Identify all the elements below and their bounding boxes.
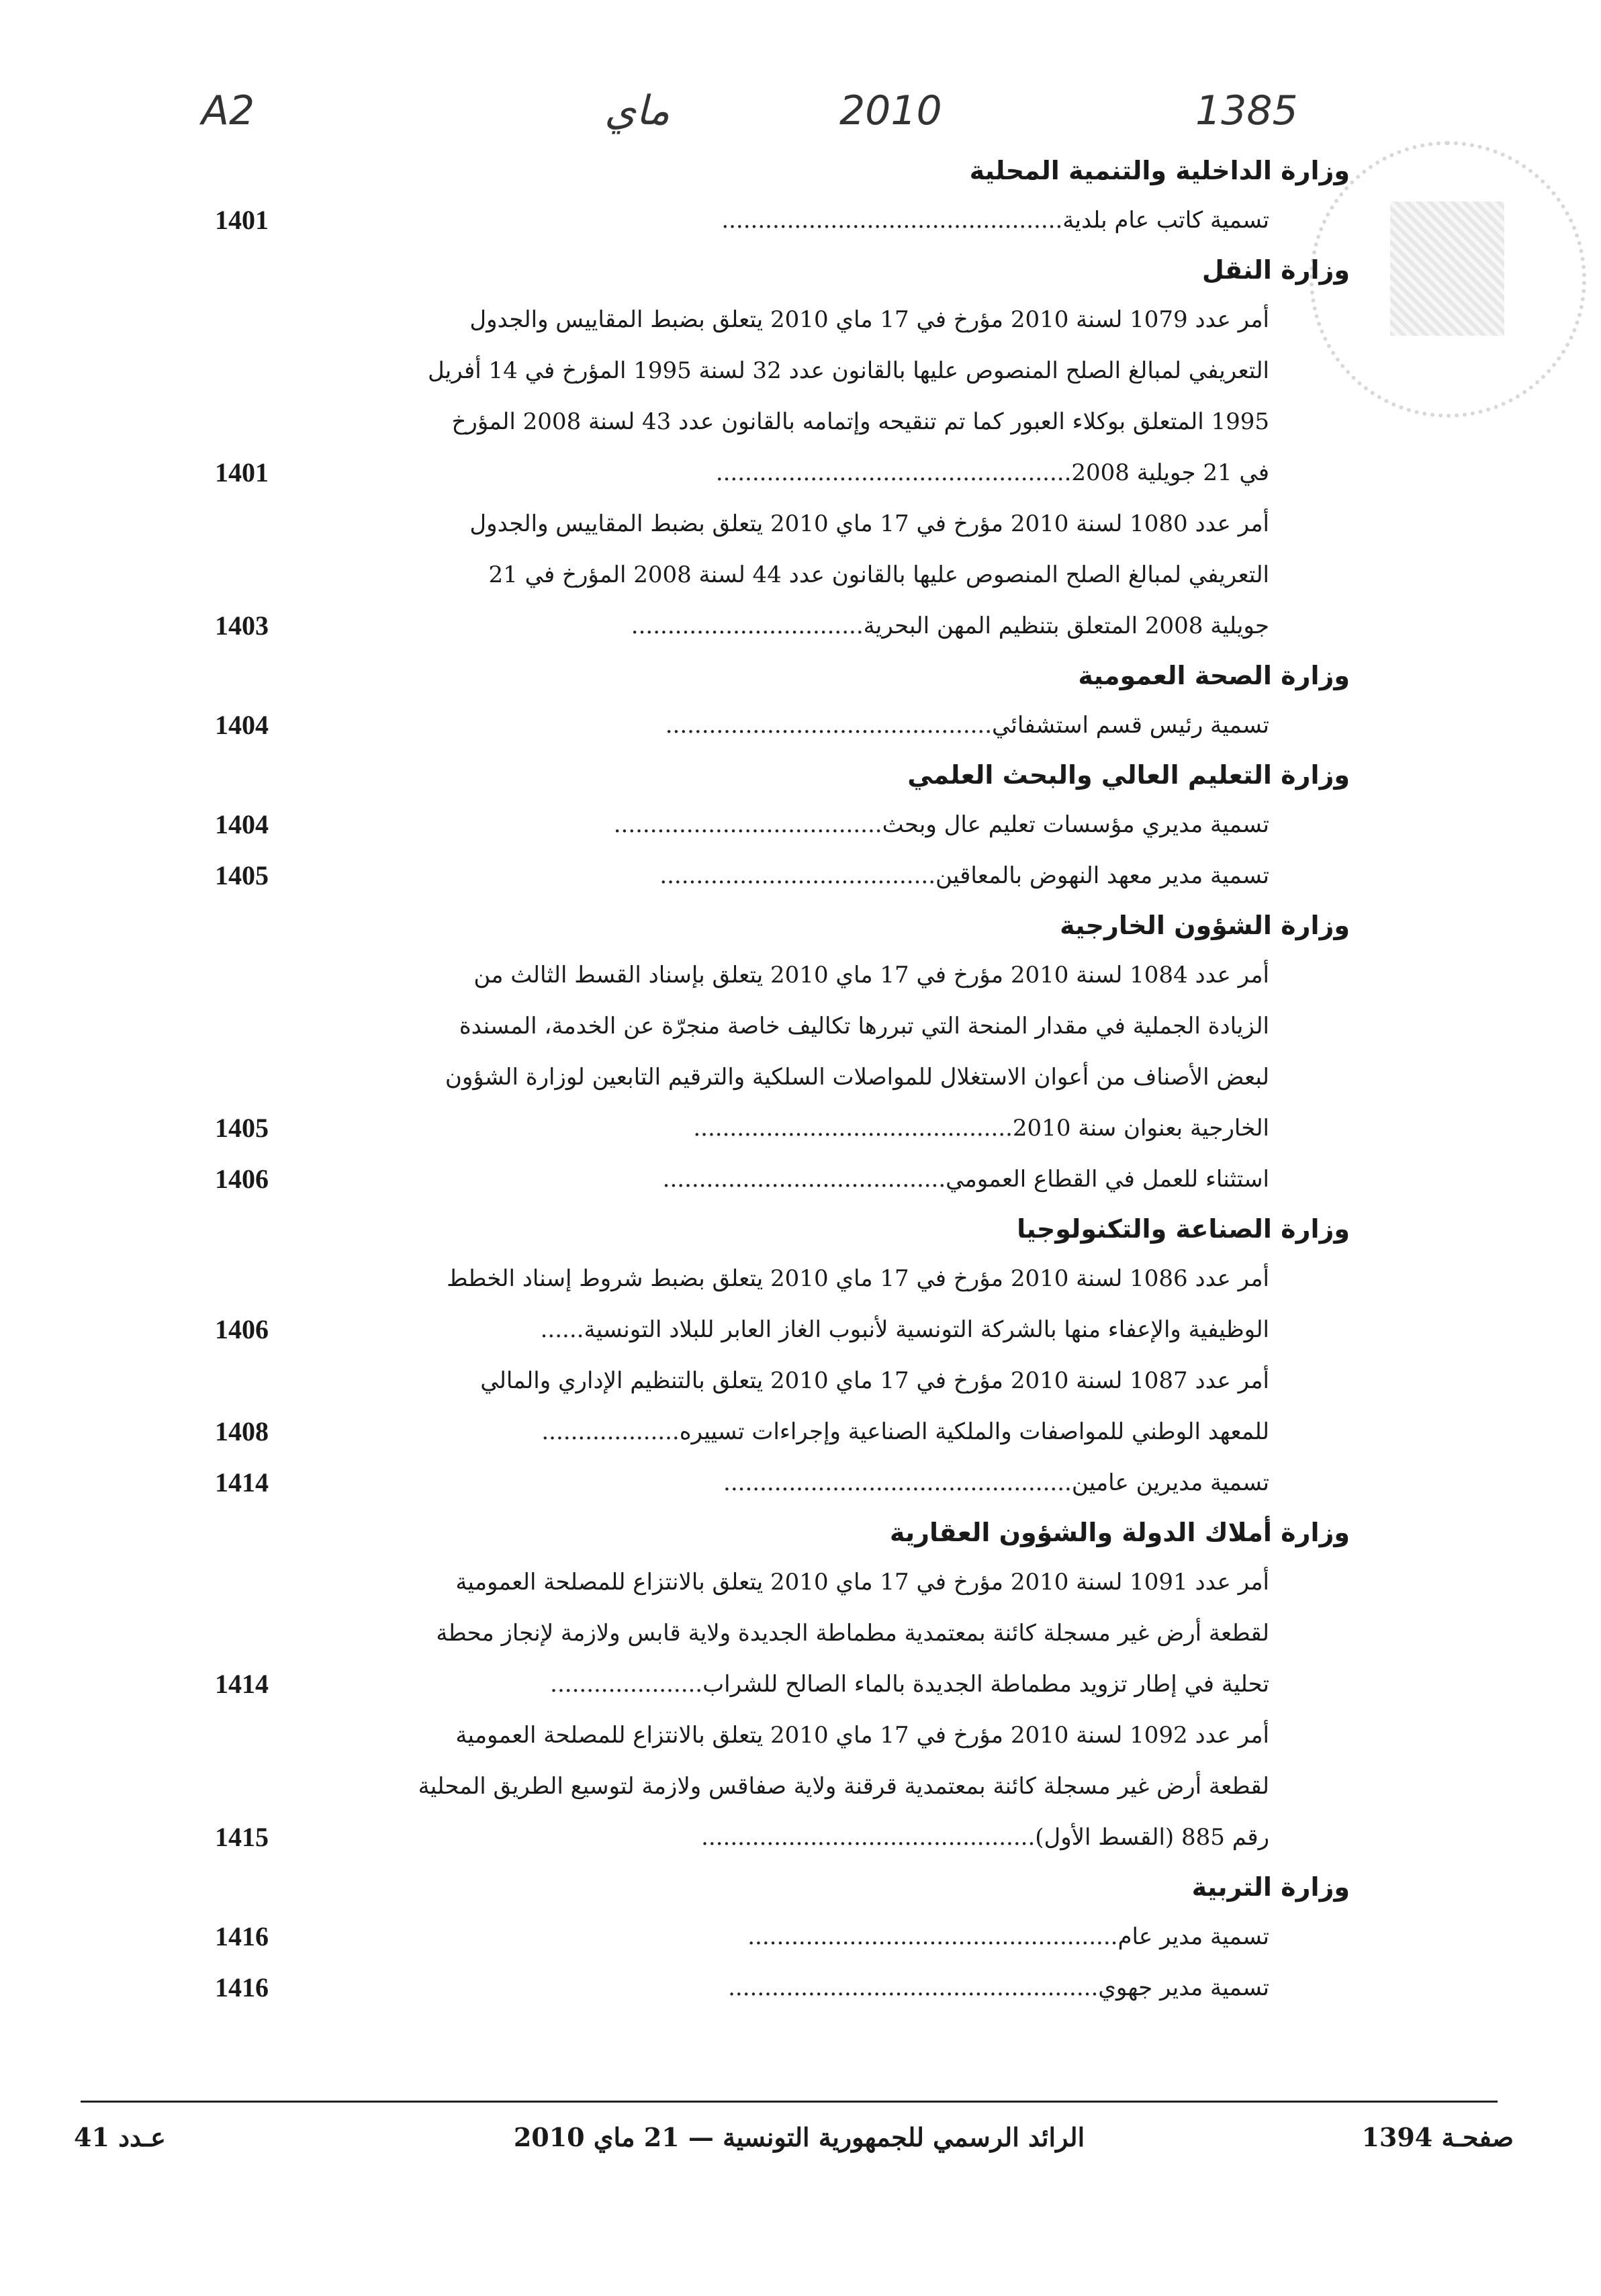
entry-text-line: الخارجية بعنوان سنة 2010............................................ <box>693 1115 1269 1142</box>
entry-text-line: استثناء للعمل في القطاع العمومي....................................... <box>662 1166 1269 1193</box>
section-heading: وزارة الشؤون الخارجية <box>1060 911 1350 940</box>
page-number: 1403 <box>215 610 269 641</box>
entry-text-line: تسمية كاتب عام بلدية............................................... <box>721 207 1269 234</box>
leader-dots: ................................ <box>631 612 864 639</box>
handwritten-note: 2010 <box>839 87 942 134</box>
leader-dots: ................................................. <box>715 459 1072 486</box>
page-number: 1404 <box>215 710 269 740</box>
entry-text-line: أمر عدد 1079 لسنة 2010 مؤرخ في 17 ماي 2010 يتعلق بضبط المقاييس والجدول <box>469 306 1269 333</box>
entry-text-line: أمر عدد 1087 لسنة 2010 مؤرخ في 17 ماي 2010 يتعلق بالتنظيم الإداري والمالي <box>480 1367 1269 1394</box>
leader-dots: ............................................. <box>665 712 993 739</box>
page-number: 1414 <box>215 1467 269 1498</box>
entry-text-line: رقم 885 (القسط الأول).............................................. <box>701 1824 1269 1851</box>
section-heading: وزارة النقل <box>1201 255 1350 285</box>
entry-text-line: أمر عدد 1091 لسنة 2010 مؤرخ في 17 ماي 2010 يتعلق بالانتزاع للمصلحة العمومية <box>455 1569 1269 1596</box>
leader-dots: ..................... <box>550 1671 703 1698</box>
entry-text-line: للمعهد الوطني للمواصفات والملكية الصناعية وإجراءات تسييره................... <box>541 1418 1269 1445</box>
leader-dots: ............................................ <box>693 1115 1013 1142</box>
table-of-contents <box>215 146 1350 2013</box>
footer-rule <box>81 2101 1498 2103</box>
section-heading: وزارة الصحة العمومية <box>1078 661 1350 690</box>
page-number: 1415 <box>215 1822 269 1852</box>
leader-dots: ....................................... <box>662 1166 946 1193</box>
page-number: 1416 <box>215 1921 269 1951</box>
page-number: 1408 <box>215 1416 269 1447</box>
section-heading: وزارة الداخلية والتنمية المحلية <box>969 156 1350 185</box>
toc-entry[interactable] <box>215 294 1350 498</box>
page-number: 1405 <box>215 1113 269 1143</box>
leader-dots: ..................................... <box>613 811 882 838</box>
entry-text-line: لقطعة أرض غير مسجلة كائنة بمعتمدية مطماطة الجديدة ولاية قابس ولازمة لإنجاز محطة <box>436 1620 1269 1647</box>
toc-entry[interactable] <box>215 1457 1350 1508</box>
section-heading: وزارة الصناعة والتكنولوجيا <box>1017 1214 1350 1244</box>
entry-text-line: أمر عدد 1092 لسنة 2010 مؤرخ في 17 ماي 2010 يتعلق بالانتزاع للمصلحة العمومية <box>455 1722 1269 1749</box>
toc-entry[interactable] <box>215 1154 1350 1205</box>
handwritten-note: 1385 <box>1195 87 1298 134</box>
entry-text-line: الزيادة الجملية في مقدار المنحة التي تبررها تكاليف خاصة منجرّة عن الخدمة، المسندة <box>459 1013 1269 1040</box>
page-number: 1406 <box>215 1164 269 1194</box>
leader-dots: .............................................. <box>701 1824 1036 1851</box>
section-heading: وزارة التعليم العالي والبحث العلمي <box>907 760 1350 790</box>
page-number: 1401 <box>215 457 269 488</box>
page-number: 1414 <box>215 1669 269 1699</box>
toc-entry[interactable] <box>215 700 1350 751</box>
entry-text-line: لبعض الأصناف من أعوان الاستغلال للمواصلات السلكية والترقيم التابعين لوزارة الشؤون <box>445 1064 1269 1091</box>
section-heading: وزارة التربية <box>1191 1872 1350 1902</box>
toc-entry[interactable] <box>215 1355 1350 1457</box>
leader-dots: ................... <box>541 1418 680 1445</box>
toc-entry[interactable] <box>215 950 1350 1154</box>
leader-dots: ............................................... <box>721 207 1063 234</box>
leader-dots: ...... <box>540 1316 584 1343</box>
entry-text-line: أمر عدد 1086 لسنة 2010 مؤرخ في 17 ماي 2010 يتعلق بضبط شروط إسناد الخطط <box>447 1265 1269 1292</box>
entry-text-line: تسمية مدير عام................................................... <box>747 1923 1269 1950</box>
page-number: 1406 <box>215 1314 269 1344</box>
leader-dots: ................................................... <box>728 1974 1099 2001</box>
toc-entry[interactable] <box>215 1911 1350 1962</box>
entry-text-line: لقطعة أرض غير مسجلة كائنة بمعتمدية قرقنة ولاية صفاقس ولازمة لتوسيع الطريق المحلية <box>418 1773 1269 1800</box>
entry-text-line: جويلية 2008 المتعلق بتنظيم المهن البحرية................................ <box>631 612 1269 639</box>
page-number: 1401 <box>215 205 269 235</box>
footer-journal-title: الرائد الرسمي للجمهورية التونسية — 21 ماي 2010 <box>513 2122 1085 2152</box>
toc-entry[interactable] <box>215 850 1350 901</box>
stamp-seal-icon <box>1390 201 1504 336</box>
entry-text-line: تسمية مديرين عامين................................................ <box>723 1469 1269 1496</box>
entry-text-line: أمر عدد 1080 لسنة 2010 مؤرخ في 17 ماي 2010 يتعلق بضبط المقاييس والجدول <box>469 510 1269 537</box>
entry-text-line: 1995 المتعلق بوكلاء العبور كما تم تنقيحه وإتمامه بالقانون عدد 43 لسنة 2008 المؤرخ <box>451 408 1269 435</box>
entry-text-line: تسمية مدير معهد النهوض بالمعاقين...................................... <box>659 862 1269 889</box>
page-number: 1416 <box>215 1972 269 2003</box>
toc-entry[interactable] <box>215 1962 1350 2013</box>
leader-dots: ...................................... <box>659 862 936 889</box>
toc-entry[interactable] <box>215 1253 1350 1355</box>
entry-text-line: تسمية رئيس قسم استشفائي............................................. <box>665 712 1269 739</box>
toc-entry[interactable] <box>215 1710 1350 1863</box>
entry-text-line: تسمية مدير جهوي................................................... <box>728 1974 1269 2001</box>
section-heading: وزارة أملاك الدولة والشؤون العقارية <box>889 1518 1350 1547</box>
entry-text-line: تسمية مديري مؤسسات تعليم عال وبحث..................................... <box>613 811 1269 838</box>
footer-page-label: صفحـة 1394 <box>1361 2122 1514 2152</box>
entry-text-line: الوظيفية والإعفاء منها بالشركة التونسية لأنبوب الغاز العابر للبلاد التونسية...... <box>540 1316 1269 1343</box>
handwritten-note: ماي <box>604 87 670 134</box>
entry-text-line: التعريفي لمبالغ الصلح المنصوص عليها بالقانون عدد 32 لسنة 1995 المؤرخ في 14 أفريل <box>428 357 1269 384</box>
toc-entry[interactable] <box>215 1557 1350 1710</box>
entry-text-line: أمر عدد 1084 لسنة 2010 مؤرخ في 17 ماي 2010 يتعلق بإسناد القسط الثالث من <box>473 962 1269 989</box>
handwritten-note: A2 <box>201 87 255 134</box>
entry-text-line: تحلية في إطار تزويد مطماطة الجديدة بالماء الصالح للشراب..................... <box>550 1671 1269 1698</box>
toc-entry[interactable] <box>215 498 1350 651</box>
leader-dots: ................................................... <box>747 1923 1118 1950</box>
entry-text-line: في 21 جويلية 2008................................................. <box>715 459 1269 486</box>
toc-entry[interactable] <box>215 195 1350 246</box>
page-number: 1404 <box>215 809 269 839</box>
entry-text-line: التعريفي لمبالغ الصلح المنصوص عليها بالقانون عدد 44 لسنة 2008 المؤرخ في 21 <box>488 561 1269 588</box>
footer-issue-number: عـدد 41 <box>74 2122 166 2152</box>
page-number: 1405 <box>215 860 269 890</box>
leader-dots: ................................................ <box>723 1469 1072 1496</box>
toc-entry[interactable] <box>215 799 1350 850</box>
